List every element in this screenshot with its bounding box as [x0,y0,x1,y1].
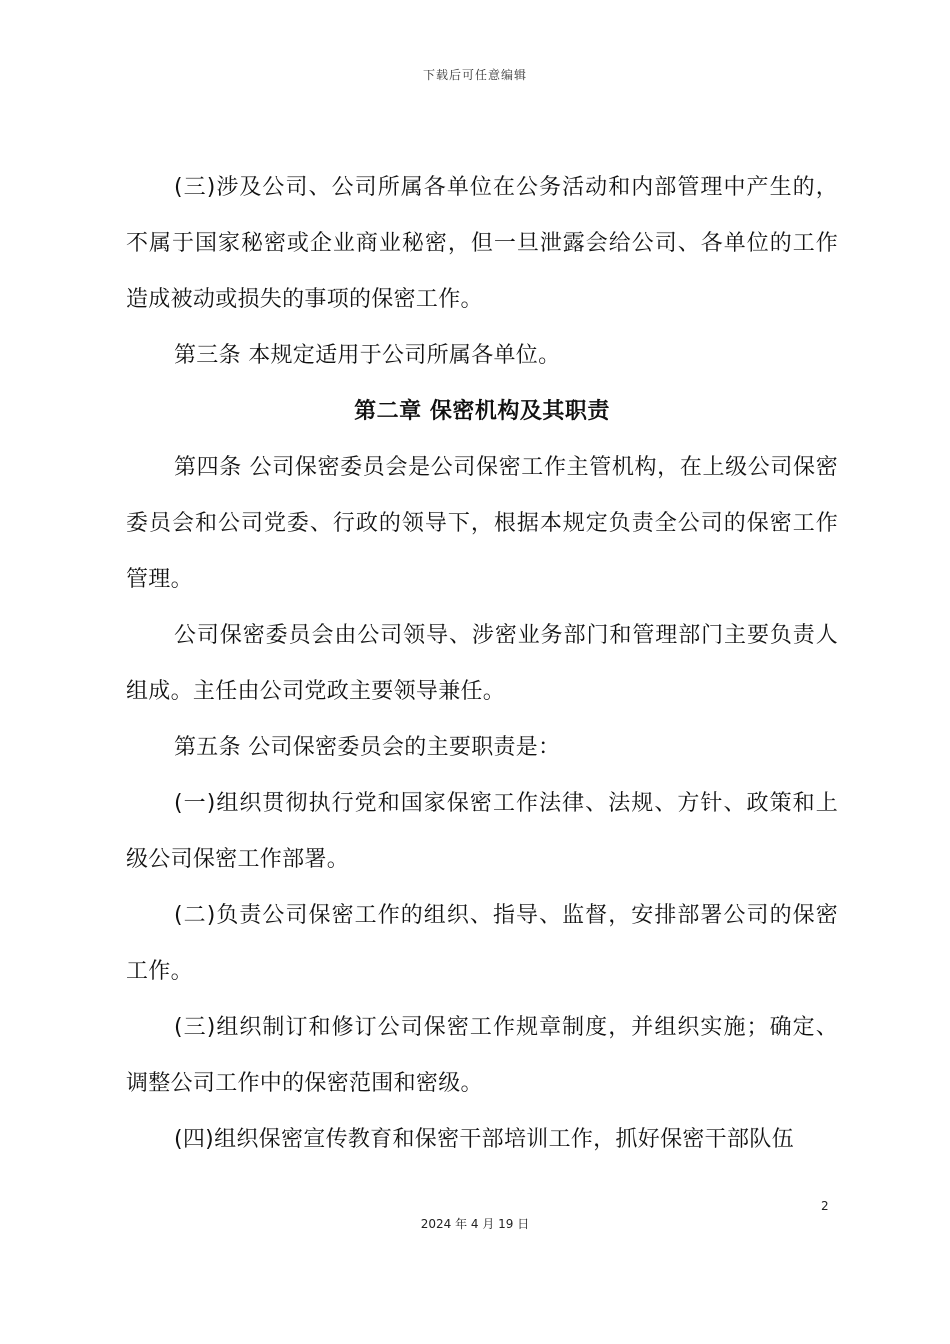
chapter-title: 第二章 保密机构及其职责 [354,399,610,424]
paragraph: (三)涉及公司、公司所属各单位在公务活动和内部管理中产生的，不属于国家秘密或企业商业秘密，但一旦泄露会给公司、各单位的工作造成被动或损失的事项的保密工作。 [126,175,838,312]
paragraph: (三)组织制订和修订公司保密工作规章制度，并组织实施；确定、调整公司工作中的保密范围和密级。 [126,1015,838,1096]
page-number: 2 [821,1199,829,1213]
paragraph: (一)组织贯彻执行党和国家保密工作法律、法规、方针、政策和上级公司保密工作部署。 [126,791,838,872]
paragraph: 公司保密委员会由公司领导、涉密业务部门和管理部门主要负责人组成。主任由公司党政主要领导兼任。 [126,623,838,704]
paragraph: (四)组织保密宣传教育和保密干部培训工作，抓好保密干部队伍 [174,1127,794,1152]
document-body [126,160,838,1168]
paragraph: 第四条 公司保密委员会是公司保密工作主管机构，在上级公司保密委员会和公司党委、行政的领导下，根据本规定负责全公司的保密工作管理。 [126,455,838,592]
page-header: 下载后可任意编辑 [422,68,527,82]
paragraph: (二)负责公司保密工作的组织、指导、监督，安排部署公司的保密工作。 [126,903,838,984]
paragraph: 第五条 公司保密委员会的主要职责是： [174,735,561,760]
paragraph: 第三条 本规定适用于公司所属各单位。 [174,343,561,368]
footer-date: 2024 年 4 月 19 日 [420,1217,530,1231]
